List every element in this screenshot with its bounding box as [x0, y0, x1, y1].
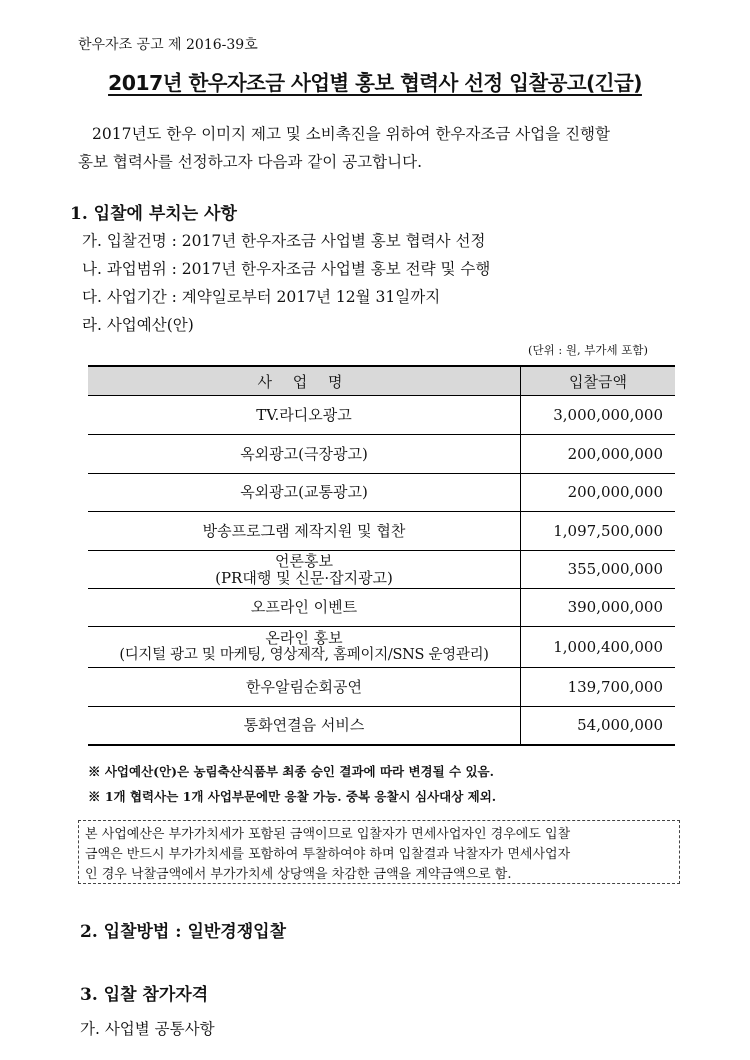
page-title: 2017년 한우자조금 사업별 홍보 협력사 선정 입찰공고(긴급) — [108, 71, 642, 95]
table-row — [88, 396, 675, 435]
row-name-detail: (디지털 광고 및 마케팅, 영상제작, 홈페이지/SNS 운영관리) — [119, 647, 489, 663]
table-row — [88, 589, 675, 627]
header-bid-amount: 입찰금액 — [521, 366, 676, 396]
section-1-item-a: 가. 입찰건명 : 2017년 한우자조금 사업별 홍보 협력사 선정 — [82, 232, 486, 250]
vat-notice-box — [78, 820, 680, 884]
vat-notice-line: 인 경우 낙찰금액에서 부가가치세 상당액을 차감한 금액을 계약금액으로 함. — [85, 867, 512, 882]
row-name: 방송프로그램 제작지원 및 협찬 — [202, 521, 406, 540]
section-3-item-a: 가. 사업별 공통사항 — [80, 1020, 215, 1038]
intro-line-2: 홍보 협력사를 선정하고자 다음과 같이 공고합니다. — [78, 153, 422, 171]
row-amount: 200,000,000 — [521, 435, 676, 474]
note-single-bid: ※ 1개 협력사는 1개 사업부문에만 응찰 가능. 중복 응찰시 심사대상 제외. — [88, 789, 497, 804]
row-name: 온라인 홍보 — [265, 629, 343, 647]
table-row — [88, 707, 675, 745]
row-name: 옥외광고(극장광고) — [240, 444, 368, 463]
table-row — [88, 551, 675, 589]
table-row — [88, 668, 675, 707]
unit-note: (단위 : 원, 부가세 포함) — [528, 343, 648, 357]
vat-notice-line: 본 사업예산은 부가가치세가 포함된 금액이므로 입찰자가 면세사업자인 경우에도 입찰 — [85, 827, 571, 842]
row-amount: 1,097,500,000 — [521, 512, 676, 551]
row-amount: 1,000,400,000 — [521, 627, 676, 668]
budget-table — [88, 365, 675, 746]
section-3-heading: 3. 입찰 참가자격 — [80, 985, 209, 1005]
header-project-name: 사 업 명 — [88, 366, 521, 396]
table-row — [88, 474, 675, 512]
note-budget-approval: ※ 사업예산(안)은 농림축산식품부 최종 승인 결과에 따라 변경될 수 있음. — [88, 764, 494, 779]
row-amount: 355,000,000 — [521, 551, 676, 589]
row-name: 언론홍보 — [275, 551, 333, 570]
row-name: 옥외광고(교통광고) — [240, 483, 368, 501]
row-name: 오프라인 이벤트 — [250, 598, 358, 616]
table-row — [88, 512, 675, 551]
row-amount: 390,000,000 — [521, 589, 676, 627]
table-row — [88, 627, 675, 668]
section-2-heading: 2. 입찰방법 : 일반경쟁입찰 — [80, 922, 286, 942]
section-1-item-d: 라. 사업예산(안) — [82, 316, 194, 334]
intro-line-1: 2017년도 한우 이미지 제고 및 소비촉진을 위하여 한우자조금 사업을 진행할 — [92, 125, 611, 143]
row-name: 통화연결음 서비스 — [243, 715, 365, 734]
row-name: TV.라디오광고 — [256, 405, 352, 424]
section-1-heading: 1. 입찰에 부치는 사항 — [70, 204, 237, 224]
row-amount: 139,700,000 — [521, 668, 676, 707]
row-name-detail: (PR대행 및 신문·잡지광고) — [215, 568, 393, 587]
row-amount: 200,000,000 — [521, 474, 676, 512]
vat-notice-line: 금액은 반드시 부가가치세를 포함하여 투찰하여야 하며 입찰결과 낙찰자가 면세사업자 — [85, 847, 571, 862]
table-row — [88, 435, 675, 474]
notice-number: 한우자조 공고 제 2016-39호 — [78, 37, 258, 53]
table-header-row — [88, 366, 675, 396]
row-amount: 3,000,000,000 — [521, 396, 676, 435]
section-1-item-b: 나. 과업범위 : 2017년 한우자조금 사업별 홍보 전략 및 수행 — [82, 260, 491, 278]
row-amount: 54,000,000 — [521, 707, 676, 745]
row-name: 한우알림순회공연 — [246, 677, 362, 696]
section-1-item-c: 다. 사업기간 : 계약일로부터 2017년 12월 31일까지 — [82, 288, 441, 306]
